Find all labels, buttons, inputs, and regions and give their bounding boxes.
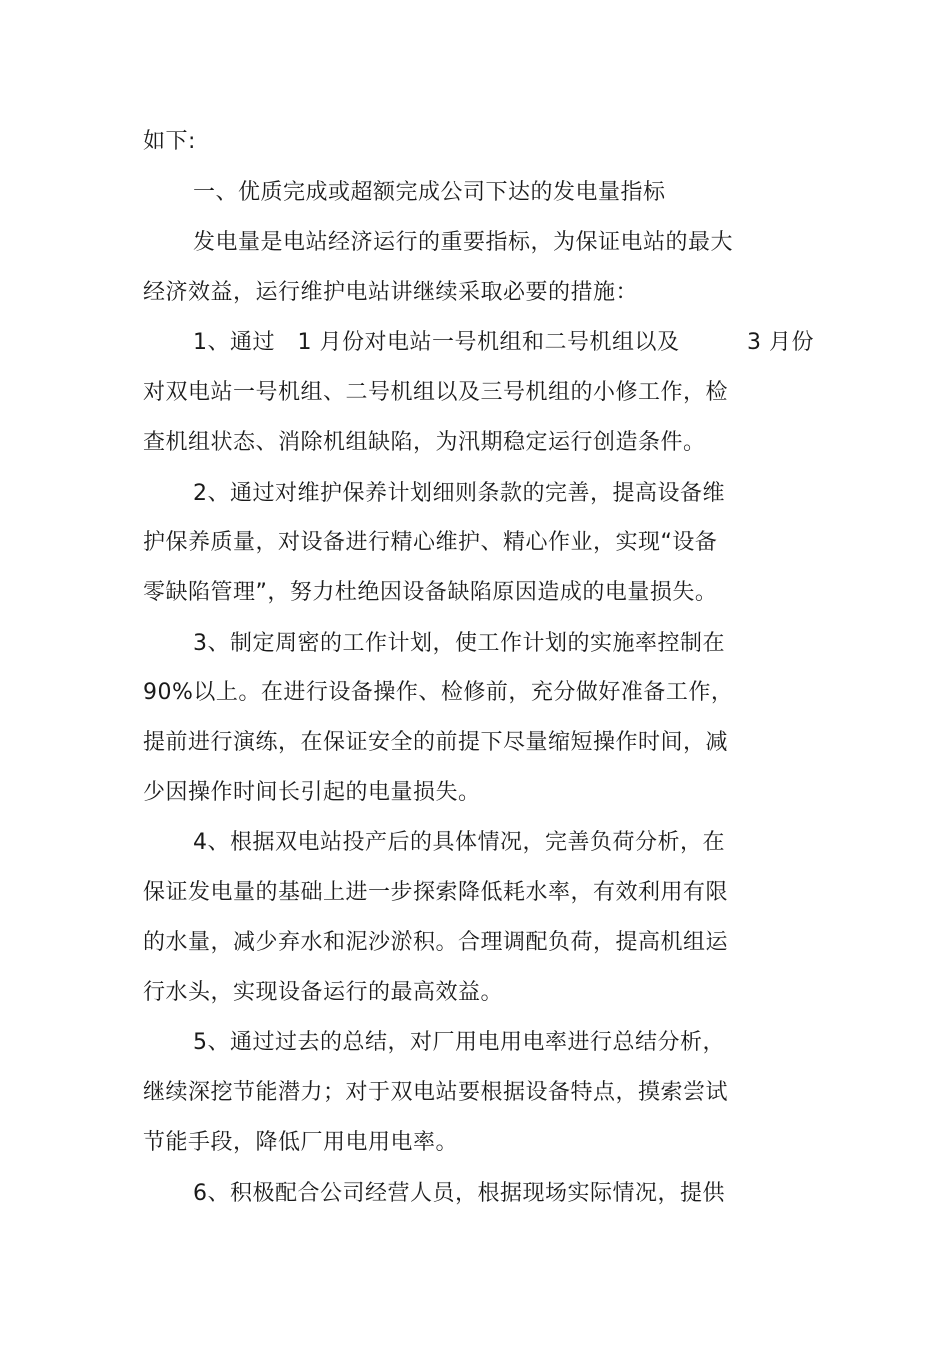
text-line: 1、通过 1 月份对电站一号机组和二号机组以及 3 月份	[193, 330, 814, 355]
text-line: 节能手段，降低厂用电用电率。	[143, 1130, 459, 1155]
text-line: 4、根据双电站投产后的具体情况，完善负荷分析，在	[193, 830, 725, 855]
text-line: 保证发电量的基础上进一步探索降低耗水率，有效利用有限	[143, 880, 729, 905]
text-line: 行水头，实现设备运行的最高效益。	[143, 980, 504, 1005]
text-line: 3、制定周密的工作计划，使工作计划的实施率控制在	[193, 631, 725, 656]
text-line: 2、通过对维护保养计划细则条款的完善，提高设备维	[193, 481, 725, 506]
text-line: 查机组状态、消除机组缺陷，为汛期稳定运行创造条件。	[143, 430, 706, 455]
text-line: 90%以上。在进行设备操作、检修前，充分做好准备工作，	[143, 680, 734, 705]
text-line: 如下:	[143, 129, 196, 154]
text-line: 的水量，减少弃水和泥沙淤积。合理调配负荷，提高机组运	[143, 930, 729, 955]
text-line: 5、通过过去的总结，对厂用电用电率进行总结分析，	[193, 1030, 725, 1055]
text-line: 提前进行演练，在保证安全的前提下尽量缩短操作时间，减	[143, 730, 729, 755]
text-line: 护保养质量，对设备进行精心维护、精心作业，实现“设备	[143, 530, 718, 555]
text-line: 6、积极配合公司经营人员，根据现场实际情况，提供	[193, 1181, 725, 1206]
text-line: 经济效益，运行维护电站讲继续采取必要的措施：	[143, 280, 639, 305]
text-line: 少因操作时间长引起的电量损失。	[143, 780, 481, 805]
section-heading: 一、优质完成或超额完成公司下达的发电量指标	[193, 180, 666, 205]
text-line: 零缺陷管理”，努力杜绝因设备缺陷原因造成的电量损失。	[143, 580, 718, 605]
text-line: 继续深挖节能潜力；对于双电站要根据设备特点，摸索尝试	[143, 1080, 729, 1105]
text-line: 发电量是电站经济运行的重要指标，为保证电站的最大	[193, 230, 734, 255]
text-line: 对双电站一号机组、二号机组以及三号机组的小修工作，检	[143, 380, 729, 405]
